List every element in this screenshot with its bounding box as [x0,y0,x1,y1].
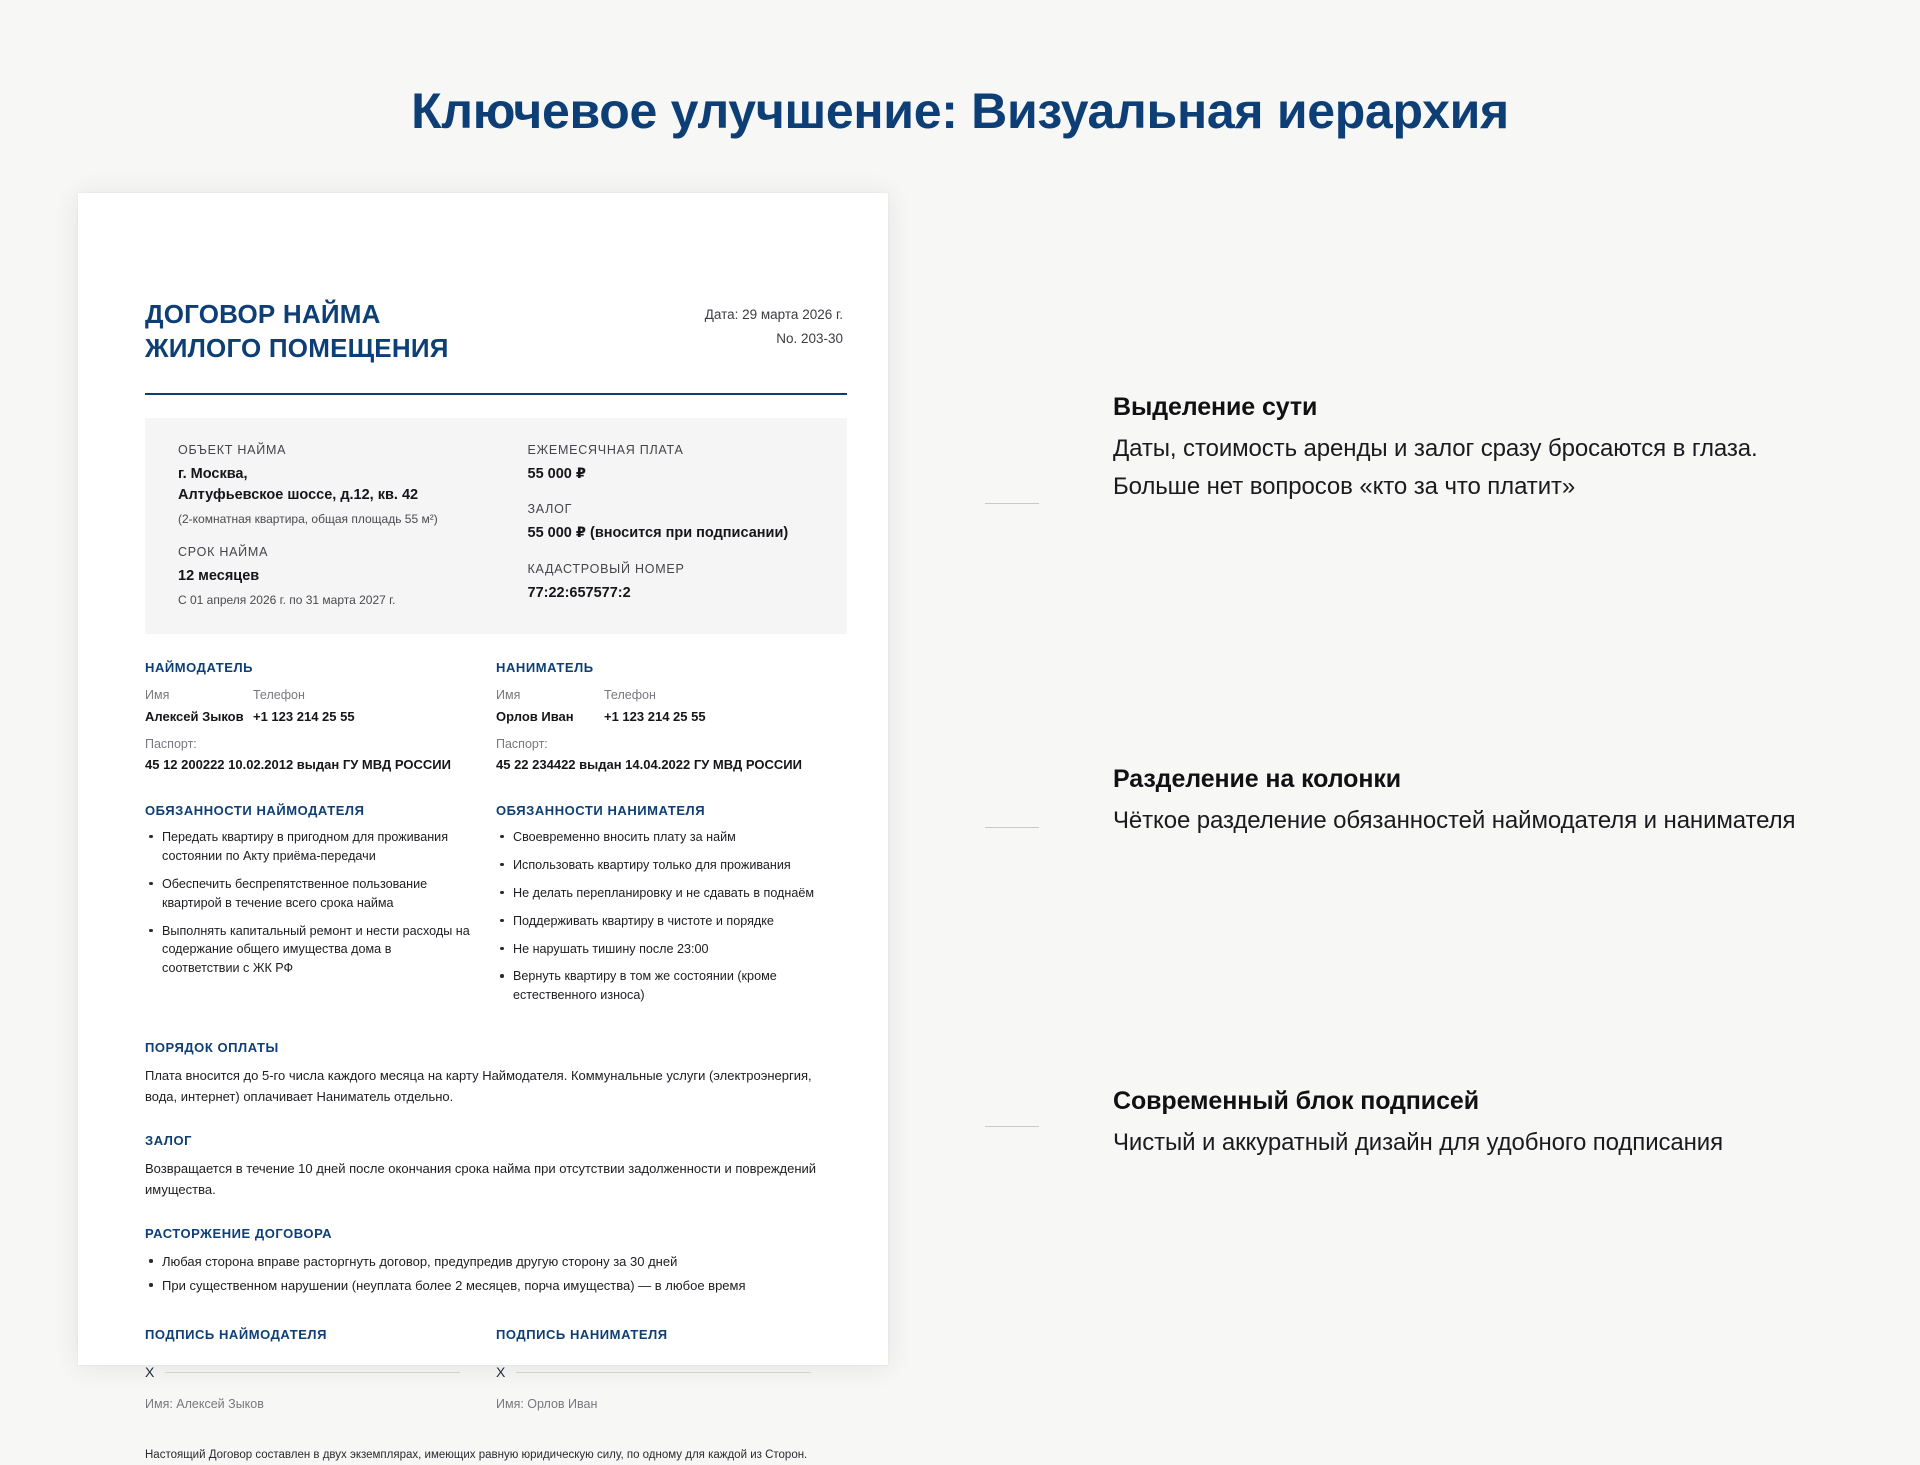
landlord-section-title: НАЙМОДАТЕЛЬ [145,660,254,676]
annotation-1-title: Выделение сути [1113,393,1318,421]
list-item: Обеспечить беспрепятственное пользование квартирой в течение всего срока найма [145,875,472,913]
tenant-signature-x-mark: X [496,1364,506,1381]
list-item: Использовать квартиру только для проживания [496,856,823,875]
connector-line-2 [985,827,1039,828]
object-label: ОБЪЕКТ НАЙМА [178,442,287,457]
contract-date: Дата: 29 марта 2026 г. [704,307,843,322]
list-item: Не делать перепланировку и не сдавать в поднаём [496,884,823,903]
page-title: Ключевое улучшение: Визуальная иерархия [411,83,1509,139]
parties-section [145,660,847,775]
annotation-2 [1113,763,1873,840]
cadastral-value: 77:22:657577:2 [527,585,631,602]
list-item: При существенном нарушении (неуплата более 2 месяцев, порча имущества) — в любое время [145,1275,847,1296]
deposit-label: ЗАЛОГ [527,502,573,517]
landlord-contact-row [145,685,472,726]
payment-section [145,1040,847,1107]
term-block [178,545,498,609]
contract-document-card [78,193,888,1462]
tenant-duties-list [496,828,823,1005]
contract-title-line2: ЖИЛОГО ПОМЕЩЕНИЯ [145,333,449,364]
term-value: 12 месяцев [178,567,260,584]
object-city: г. Москва, [178,465,248,482]
payment-text: Плата вносится до 5-го числа каждого месяца на карту Наймодателя. Коммунальные услуги (электроэнергия, вода, интернет) оплачивает Наниматель отдельно. [145,1068,812,1105]
landlord-passport-label: Паспорт: [145,737,197,752]
termination-title: РАСТОРЖЕНИЕ ДОГОВОРА [145,1226,333,1242]
landlord-name-value: Алексей Зыков [145,708,244,724]
landlord-signature-name: Имя: Алексей Зыков [145,1397,264,1412]
tenant-section-title: НАНИМАТЕЛЬ [496,660,594,676]
payment-title: ПОРЯДОК ОПЛАТЫ [145,1040,279,1056]
tenant-signature-name: Имя: Орлов Иван [496,1397,598,1412]
tenant-phone-label: Телефон [604,688,656,703]
key-facts-right-column [498,443,848,609]
annotation-1 [1113,391,1873,507]
tenant-name-label: Имя [496,688,521,703]
contract-content [145,193,858,1462]
termination-section [145,1226,847,1296]
landlord-signature-line[interactable] [145,1364,460,1380]
annotation-3 [1113,1085,1873,1162]
connector-line-3 [985,1126,1039,1127]
contract-title-line1: ДОГОВОР НАЙМА [145,299,381,329]
tenant-duties-title: ОБЯЗАННОСТИ НАНИМАТЕЛЯ [496,802,706,818]
landlord-passport-value: 45 12 200222 10.02.2012 выдан ГУ МВД РОССИИ [145,757,451,773]
landlord-phone-label: Телефон [253,688,305,703]
list-item: Любая сторона вправе расторгнуть договор, предупредив другую сторону за 30 дней [145,1251,847,1272]
rent-block [528,443,848,486]
list-item: Вернуть квартиру в том же состоянии (кроме естественного износа) [496,967,823,1005]
landlord-duties-title: ОБЯЗАННОСТИ НАЙМОДАТЕЛЯ [145,802,365,818]
landlord-name-label: Имя [145,688,170,703]
landlord-signature-block [145,1327,496,1411]
annotation-3-body: Чистый и аккуратный дизайн для удобного подписания [1113,1128,1724,1156]
landlord-duties [145,803,496,1014]
deposit-amount-block [528,502,848,545]
contract-meta [705,297,858,350]
rent-label: ЕЖЕМЕСЯЧНАЯ ПЛАТА [527,442,684,457]
landlord-signature-rule [165,1372,460,1373]
list-item: Передать квартиру в пригодном для проживания состоянии по Акту приёма-передачи [145,828,472,866]
tenant-name-value: Орлов Иван [496,708,574,724]
list-item: Своевременно вносить плату за найм [496,828,823,847]
deposit-text: Возвращается в течение 10 дней после окончания срока найма при отсутствии задолженности и повреждений имущества. [145,1161,817,1198]
landlord-phone-field [253,685,355,726]
contract-title [145,297,449,366]
connector-line-1 [985,503,1039,504]
contract-footnote: Настоящий Договор составлен в двух экземплярах, имеющих равную юридическую силу, по одному для каждой из Сторон. [145,1449,808,1462]
term-note: С 01 апреля 2026 г. по 31 марта 2027 г. [178,592,396,607]
landlord-party [145,660,496,775]
list-item: Не нарушать тишину после 23:00 [496,940,823,959]
tenant-name-field [496,685,604,726]
tenant-phone-field [604,685,706,726]
signature-section [145,1327,847,1411]
cadastral-block [528,562,848,605]
annotation-1-body: Даты, стоимость аренды и залог сразу бросаются в глаза. Больше нет вопросов «кто за что платит» [1113,434,1758,501]
list-item: Поддерживать квартиру в чистоте и порядке [496,912,823,931]
tenant-passport-value: 45 22 234422 выдан 14.04.2022 ГУ МВД РОССИИ [496,757,802,773]
rent-value: 55 000 ₽ [527,465,586,482]
annotation-2-body: Чёткое разделение обязанностей наймодателя и нанимателя [1113,806,1796,834]
tenant-contact-row [496,685,823,726]
deposit-section [145,1133,847,1200]
object-note: (2-комнатная квартира, общая площадь 55 м²) [178,512,438,527]
annotation-2-title: Разделение на колонки [1113,765,1402,793]
termination-list [145,1251,847,1296]
tenant-signature-line[interactable] [496,1364,811,1380]
contract-header [145,193,858,366]
cadastral-label: КАДАСТРОВЫЙ НОМЕР [527,562,685,577]
landlord-duties-list [145,828,472,978]
landlord-name-field [145,685,253,726]
duties-section [145,803,847,1014]
tenant-signature-block [496,1327,847,1411]
key-facts-panel [145,418,847,635]
key-facts-left-column [145,443,498,609]
annotation-3-title: Современный блок подписей [1113,1087,1479,1115]
contract-number: No. 203-30 [776,330,843,346]
deposit-section-title: ЗАЛОГ [145,1133,193,1149]
tenant-duties [496,803,847,1014]
tenant-party [496,660,847,775]
title-divider [145,393,847,395]
landlord-signature-title: ПОДПИСЬ НАЙМОДАТЕЛЯ [145,1327,327,1343]
tenant-signature-title: ПОДПИСЬ НАНИМАТЕЛЯ [496,1327,668,1343]
tenant-signature-rule [516,1372,811,1373]
object-address: Алтуфьевское шоссе, д.12, кв. 42 [178,487,419,504]
tenant-passport-label: Паспорт: [496,737,548,752]
list-item: Выполнять капитальный ремонт и нести расходы на содержание общего имущества дома в соответствии с ЖК РФ [145,922,472,979]
landlord-phone-value: +1 123 214 25 55 [253,708,355,724]
deposit-value: 55 000 ₽ (вносится при подписании) [527,525,789,542]
tenant-phone-value: +1 123 214 25 55 [604,708,706,724]
landlord-signature-x-mark: X [145,1364,155,1381]
term-label: СРОК НАЙМА [178,544,269,559]
object-block [178,443,498,528]
